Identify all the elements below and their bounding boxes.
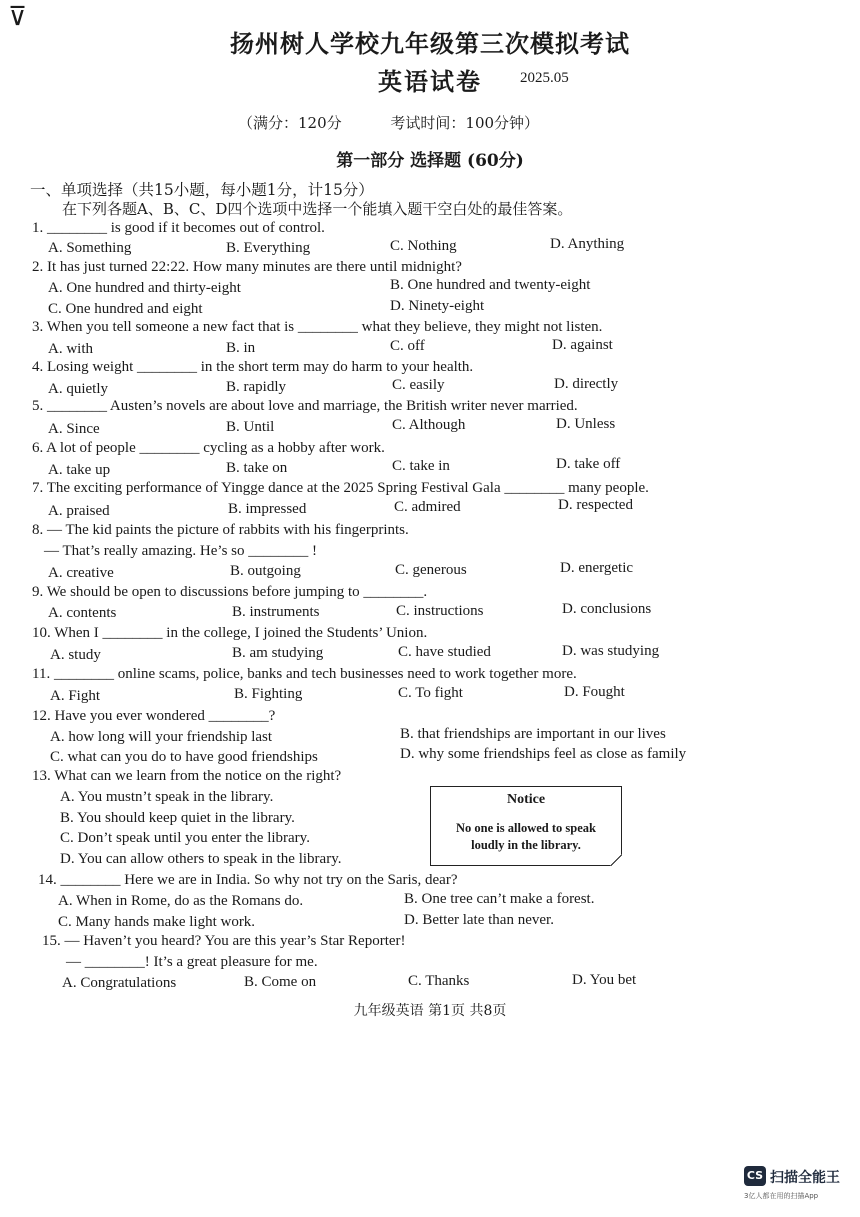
handwritten-mark: ⊽ [8, 2, 28, 32]
watermark-name: 扫描全能王 [770, 1170, 840, 1186]
option: D. energetic [560, 560, 634, 576]
option: D. why some friendships feel as close as family [400, 746, 687, 762]
question-stem: 3. When you tell someone a new fact that is ________ what they believe, they might not listen. [32, 319, 603, 335]
notice-title: Notice [506, 792, 546, 807]
option: D. take off [556, 456, 621, 472]
exam-time: 考试时间：100分钟） [390, 114, 540, 132]
option: C. take in [392, 458, 450, 474]
option: A. Congratulations [62, 975, 177, 991]
option: C. generous [395, 562, 467, 578]
option: D. against [552, 337, 613, 353]
section-title: 一、单项选择（共15小题，每小题1分，计15分） [30, 181, 374, 199]
option: C. One hundred and eight [48, 301, 203, 317]
question-stem: 5. ________ Austen’s novels are about love and marriage, the British writer never married. [32, 398, 578, 414]
option: A. study [50, 647, 101, 663]
notice-line: loudly in the library. [471, 838, 581, 852]
option: B. in [226, 340, 256, 356]
option: A. praised [48, 503, 110, 519]
option: B. am studying [232, 645, 324, 661]
option: A. Fight [50, 688, 101, 704]
option: A. When in Rome, do as the Romans do. [58, 893, 304, 909]
option: D. directly [554, 376, 619, 392]
question-dialogue: — That’s really amazing. He’s so ________ ! [44, 543, 318, 559]
option: C. Nothing [390, 238, 457, 254]
question-stem: 13. What can we learn from the notice on the right? [32, 768, 342, 784]
option: B. instruments [232, 604, 320, 620]
option: B. Come on [244, 974, 317, 990]
watermark-tagline: 3亿人都在用的扫描App [744, 1192, 819, 1200]
option: A. One hundred and thirty-eight [48, 280, 241, 296]
option: C. what can you do to have good friendships [50, 749, 318, 765]
option: B. rapidly [226, 379, 286, 395]
exam-title: 扬州树人学校九年级第三次模拟考试 [230, 29, 630, 58]
option: D. was studying [562, 643, 660, 659]
option: A. Something [48, 240, 132, 256]
question-stem: 8. — The kid paints the picture of rabbits with his fingerprints. [32, 522, 409, 538]
option: B. Fighting [234, 686, 303, 702]
option: B. You should keep quiet in the library. [60, 810, 295, 826]
question-stem: 10. When I ________ in the college, I joined the Students’ Union. [32, 625, 428, 641]
exam-subtitle: 英语试卷 [378, 67, 482, 96]
question-stem: 9. We should be open to discussions before jumping to ________. [32, 584, 428, 600]
option: C. admired [394, 499, 461, 515]
option: B. Until [226, 419, 275, 435]
option: D. Unless [556, 416, 616, 432]
question-stem: 12. Have you ever wondered ________? [32, 708, 276, 724]
option: D. You can allow others to speak in the library. [60, 851, 342, 867]
full-score: （满分：120分 [238, 114, 342, 132]
question-stem: 7. The exciting performance of Yingge dance at the 2025 Spring Festival Gala ________ many people. [32, 480, 649, 496]
option: A. Since [48, 421, 100, 437]
question-stem: 1. ________ is good if it becomes out of control. [32, 220, 325, 236]
question-stem: 15. — Haven’t you heard? You are this year’s Star Reporter! [42, 933, 406, 949]
question-stem: 6. A lot of people ________ cycling as a hobby after work. [32, 440, 385, 456]
option: D. Ninety-eight [390, 298, 485, 314]
section-instruction: 在下列各题A、B、C、D四个选项中选择一个能填入题干空白处的最佳答案。 [62, 200, 573, 218]
option: C. have studied [398, 644, 491, 660]
camscanner-logo-icon: CS [744, 1166, 766, 1186]
page-footer: 九年级英语 第1页 共8页 [353, 1003, 507, 1019]
option: B. impressed [228, 501, 307, 517]
question-stem: 14. ________ Here we are in India. So why not try on the Saris, dear? [38, 872, 458, 888]
option: D. conclusions [562, 601, 652, 617]
option: A. You mustn’t speak in the library. [60, 789, 274, 805]
part-heading: 第一部分 选择题 (60分) [336, 151, 524, 171]
option: D. Anything [550, 236, 625, 252]
option: B. One tree can’t make a forest. [404, 891, 595, 907]
option: C. off [390, 338, 425, 354]
question-stem: 4. Losing weight ________ in the short term may do harm to your health. [32, 359, 474, 375]
option: D. You bet [572, 972, 637, 988]
option: B. One hundred and twenty-eight [390, 277, 591, 293]
option: C. Don’t speak until you enter the library. [60, 830, 310, 846]
option: D. respected [558, 497, 633, 513]
option: A. creative [48, 565, 114, 581]
option: C. Thanks [408, 973, 470, 989]
notice-text [431, 820, 621, 854]
option: B. outgoing [230, 563, 301, 579]
option: C. Although [392, 417, 466, 433]
notice-box [430, 786, 622, 866]
page-fold-corner [610, 854, 622, 866]
option: C. Many hands make light work. [58, 914, 256, 930]
question-stem: 2. It has just turned 22:22. How many minutes are there until midnight? [32, 259, 462, 275]
notice-line: No one is allowed to speak [456, 821, 596, 835]
question-dialogue: — ________! It’s a great pleasure for me. [66, 954, 318, 970]
option: A. take up [48, 462, 111, 478]
option: D. Fought [564, 684, 625, 700]
option: B. Everything [226, 240, 311, 256]
option: C. To fight [398, 685, 463, 701]
option: A. how long will your friendship last [50, 729, 273, 745]
option: A. quietly [48, 381, 108, 397]
exam-meta [238, 112, 583, 133]
option: C. instructions [396, 603, 484, 619]
option: A. contents [48, 605, 117, 621]
option: D. Better late than never. [404, 912, 554, 928]
option: B. that friendships are important in our lives [400, 726, 666, 742]
option: C. easily [392, 377, 445, 393]
option: B. take on [226, 460, 288, 476]
option: A. with [48, 341, 93, 357]
question-stem: 11. ________ online scams, police, banks and tech businesses need to work together more. [32, 666, 577, 682]
exam-date: 2025.05 [520, 70, 569, 86]
